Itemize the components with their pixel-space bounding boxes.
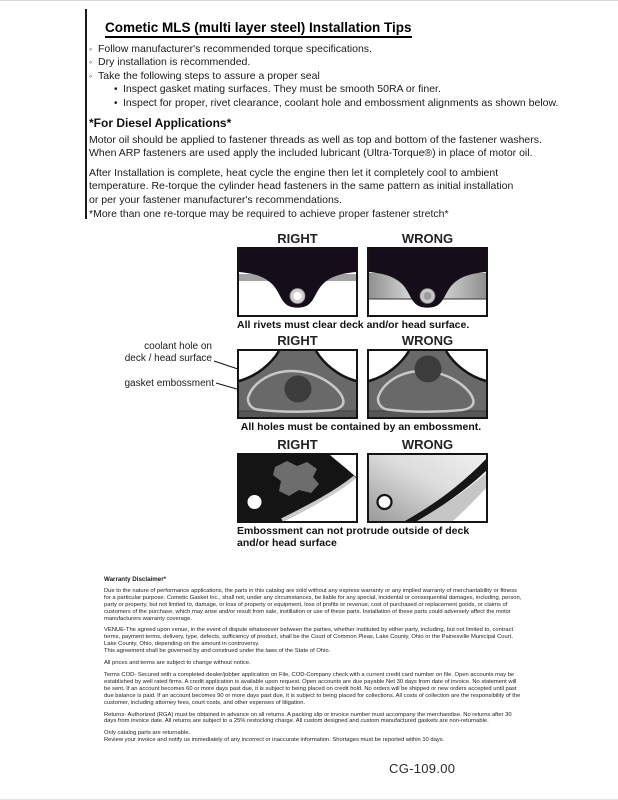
protrusion-wrong-diagram	[367, 453, 488, 523]
paragraph-heat-cycle	[89, 167, 513, 207]
warranty-paragraph: All prices and terms are subject to change without notice.	[104, 660, 251, 667]
warranty-paragraph: Due to the nature of performance applications, the parts in this catalog are sold without any express warranty or any implied warranty of merchantability or fitness for a particular purpose. Cometic Gasket Inc., shall not, under any circumstances, be liable for any special, incidental or consequential damages, including, person, party or property, but not limited to, damage, or loss of property or equipment, loss of profits or revenue, cost of purchased or replacement goods, or claims of customers of the purchase, which may arise and/or result from sale, instillation or use of these parts. Installation of these parts could adversely affect the motor manufacturers warranty coverage.	[104, 587, 522, 622]
coolant-hole-icon	[415, 356, 442, 383]
warranty-heading: Warranty Disclaimer*	[104, 576, 167, 583]
tip-text: Dry installation is recommended.	[98, 56, 251, 69]
right-label: RIGHT	[277, 437, 318, 452]
figure-caption: Embossment can not protrude outside of deck and/or head surface	[237, 525, 470, 549]
page-title: Cometic MLS (multi layer steel) Installation Tips	[105, 20, 412, 38]
tip-text: Inspect for proper, rivet clearance, coolant hole and embossment alignments as shown below.	[123, 96, 559, 109]
list-item	[89, 97, 558, 110]
coolant-hole-icon	[285, 376, 312, 403]
paragraph-motor-oil	[89, 134, 542, 161]
right-label: RIGHT	[277, 231, 318, 246]
coolant-hole-callout	[86, 341, 212, 364]
circle-bullet-icon: ◦	[89, 44, 93, 54]
figure-embossment-protrusion	[0, 437, 618, 557]
tip-text: Take the following steps to assure a proper seal	[98, 69, 320, 82]
dot-bullet-icon: •	[114, 97, 118, 109]
embossment-area	[273, 461, 319, 496]
figure-hole-embossment	[0, 333, 618, 448]
retorque-note: *More than one re-torque may be required to achieve proper fastener stretch*	[89, 208, 449, 220]
callout-line: coolant hole on	[144, 341, 212, 352]
rivet-right-diagram	[237, 247, 358, 317]
wrong-label: WRONG	[401, 437, 454, 452]
callout-line: deck / head surface	[124, 352, 212, 364]
tip-text: Follow manufacturer's recommended torque specifications.	[98, 43, 372, 55]
page-code: CG-109.00	[389, 761, 456, 776]
bolt-hole-icon	[248, 495, 262, 509]
list-item	[89, 43, 558, 56]
text-line: or per your fastener manufacturer's recommendations.	[89, 193, 342, 206]
tip-text: Inspect gasket mating surfaces. They must be smooth 50RA or finer.	[123, 83, 441, 96]
warranty-paragraph: Terms COD- Secured with a completed dealer/jobber application on File, COD-Company check with a current credit card number on file. Open accounts may be established by well rated firms. A credit application is available upon request. Open accounts are due payable Net 30 days from date of invoice. No statement will be sent. If an account becomes 60 or more days past due, it is subject to being placed on credit hold. No orders will be shipped or new orders accepted until past due balance is paid. If an account becomes 90 or more days past due, it is subject to being placed for collections. All costs of collection are the responsibility of the customer, including attorney fees, court costs, and other expenses of litigation.	[104, 671, 521, 706]
wrong-label: WRONG	[401, 231, 454, 246]
warranty-paragraph: Review your invoice and notify us immediately of any incorrect or inaccurate information. Shortages must be reported within 10 days.	[104, 737, 445, 744]
embossment-wrong-diagram	[367, 349, 488, 419]
diesel-applications-heading: *For Diesel Applications*	[89, 116, 232, 130]
wrong-label: WRONG	[401, 333, 454, 348]
circle-bullet-icon: ◦	[89, 57, 93, 68]
warranty-paragraph: This agreement shall be governed by and construed under the laws of the State of Ohio.	[104, 648, 331, 655]
right-label: RIGHT	[277, 333, 318, 348]
warranty-disclaimer	[104, 577, 522, 749]
figure-caption: All rivets must clear deck and/or head surface.	[237, 319, 470, 331]
text-line: Motor oil should be applied to fastener threads as well as top and bottom of the fastener washers.	[89, 134, 542, 146]
warranty-paragraph: VENUE-The agreed upon venue, in the event of dispute whatsoever between the parties, whether instituted by either party, including, but not limited to, contract terms, payment terms, delivery, type, defects, sufficiency of product, shall be the Court of Common Pleas, Lake County, Ohio or the Painesville Municipal Court, Lake County, Ohio, depending on the amount in controversy.	[104, 627, 514, 648]
list-item	[89, 56, 558, 69]
text-line: When ARP fasteners are used apply the included lubricant (Ultra-Torque®) in place of motor oil.	[89, 147, 533, 160]
text-line: temperature. Re-torque the cylinder head fasteners in the same pattern as initial installation	[89, 180, 514, 193]
figure-caption: All holes must be contained by an embossment.	[240, 421, 482, 433]
list-item	[89, 70, 558, 83]
installation-tips-list	[89, 43, 558, 110]
list-item	[89, 83, 558, 96]
warranty-paragraph: Only catalog parts are returnable.	[104, 730, 191, 737]
protrusion-right-diagram	[237, 453, 358, 523]
gasket-embossment-callout: gasket embossment	[124, 378, 214, 389]
embossment-right-diagram	[237, 349, 358, 419]
circle-bullet-icon: ◦	[89, 70, 93, 81]
bolt-hole-icon	[378, 495, 392, 509]
figure-rivet-clearance	[0, 231, 618, 341]
warranty-paragraph: Returns- Authorized (RGA) must be obtained in advance on all returns. A packing slip or invoice number must accompany the merchandise. No returns after 30 days from invoice date. All returns are subject to a 25% restocking charge. All custom designed and custom manufactured gaskets are non-returnable.	[104, 711, 512, 725]
dot-bullet-icon: •	[114, 84, 118, 96]
text-line: After Installation is complete, heat cycle the engine then let it completely cool to ambient	[89, 167, 499, 179]
rivet-wrong-diagram	[367, 247, 488, 317]
left-margin-line	[85, 9, 87, 219]
